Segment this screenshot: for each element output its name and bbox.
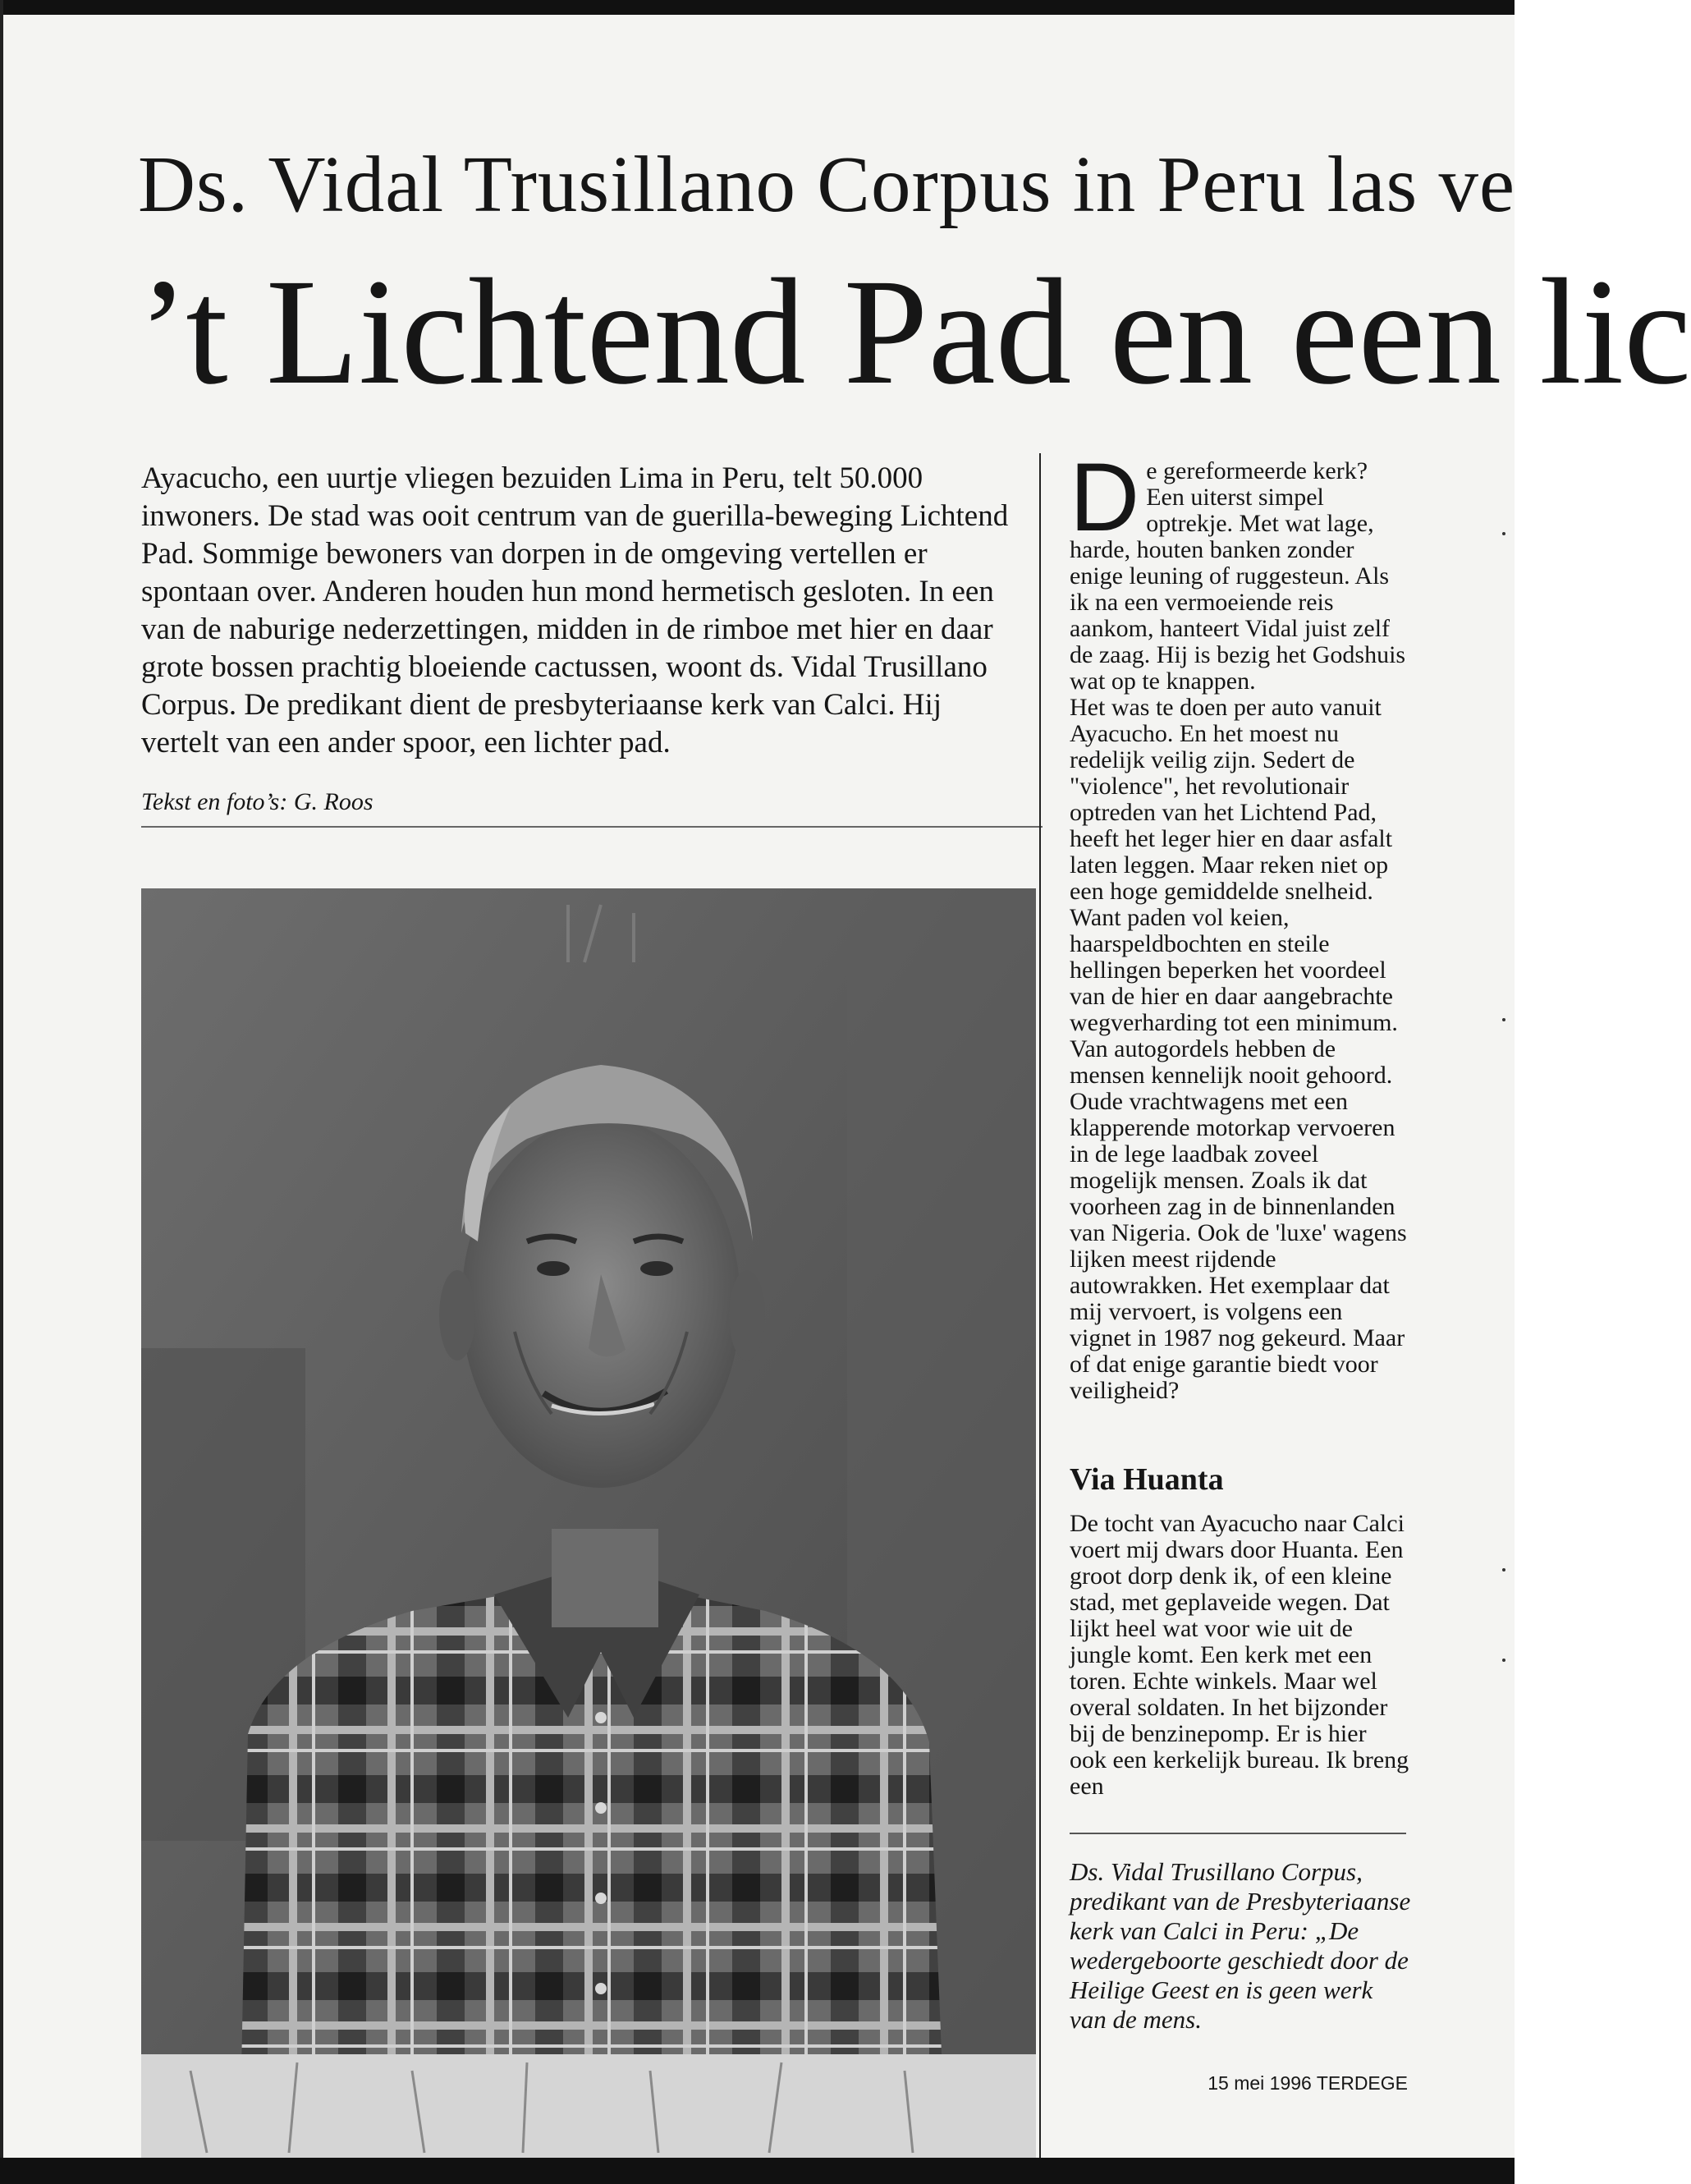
- margin-mark: [1502, 1568, 1505, 1571]
- byline: Tekst en foto’s: G. Roos: [141, 788, 373, 815]
- dropcap: D: [1070, 443, 1140, 552]
- margin-mark: [1502, 532, 1505, 535]
- photo-caption: Ds. Vidal Trusillano Corpus, predikant van de Presbyteriaanse kerk van Calci in Peru: „De wedergeboorte geschiedt door de Heilige Geest en is geen werk van de mens.: [1070, 1857, 1411, 2034]
- paragraph-3: De tocht van Ayacucho naar Calci voert mij dwars door Huanta. Een groot dorp denk ik, of een kleine stad, met geplaveide wegen. Dat lijkt heel wat voor wie uit de jungle komt. Een kerk met een toren. Echte winkels. Maar wel overal soldaten. In het bijzonder bij de benzinepomp. Er is hier ook een kerkelijk bureau. Ik breng een: [1070, 1510, 1409, 1800]
- subhead: Via Huanta: [1070, 1462, 1224, 1497]
- portrait-photo: [141, 888, 1036, 2158]
- left-edge: [0, 0, 3, 2184]
- folio: 15 mei 1996 TERDEGE: [1208, 2072, 1408, 2094]
- caption-rule: [1070, 1833, 1406, 1834]
- margin-mark: [1502, 1018, 1505, 1021]
- bottom-border: [0, 2158, 1515, 2184]
- main-headline: ’t Lichtend Pad en een lic: [138, 248, 1691, 416]
- paragraph-1: e gereformeerde kerk? Een uiterst simpel optrekje. Met wat lage, harde, houten banken zonder enige leuning of ruggesteun. Als ik na een vermoeiende reis aankom, hanteert Vidal juist zelf de zaag. Hij is bezig het Godshuis wat op te knappen.: [1070, 457, 1406, 695]
- kicker-headline: Ds. Vidal Trusillano Corpus in Peru las ve: [138, 140, 1516, 228]
- byline-rule: [141, 826, 1043, 828]
- article-column: [1070, 443, 1409, 1404]
- paragraph-2: Het was te doen per auto vanuit Ayacucho. En het moest nu redelijk veilig zijn. Sedert de "violence", het revolutionair optreden van het Lichtend Pad, heeft het leger hier en daar asfalt laten leggen. Maar reken niet op een hoge gemiddelde snelheid. Want paden vol keien, haarspeldbochten en steile hellingen beperken het voordeel van de hier en daar aangebrachte wegverharding tot een minimum. Van autogordels hebben de mensen kennelijk nooit gehoord. Oude vrachtwagens met een klapperende motorkap vervoeren in de lege laadbak zoveel mogelijk mensen. Zoals ik dat voorheen zag in de binnenlanden van Nigeria. Ook de 'luxe' wagens lijken meest rijdende autowrakken. Het exemplaar dat mij vervoert, is volgens een vignet in 1987 nog gekeurd. Maar of dat enige garantie biedt voor veiligheid?: [1070, 694, 1407, 1404]
- lead-paragraph: Ayacucho, een uurtje vliegen bezuiden Lima in Peru, telt 50.000 inwoners. De stad was ooit centrum van de guerilla-beweging Lichtend Pad. Sommige bewoners van dorpen in de omgeving vertellen er spontaan over. Anderen houden hun mond hermetisch gesloten. In een van de naburige nederzettingen, midden in de rimboe met hier en daar grote bossen prachtig bloeiende cactussen, woont ds. Vidal Trusillano Corpus. De predikant dient de presbyteriaanse kerk van Calci. Hij vertelt van een ander spoor, een lichter pad.: [141, 461, 1009, 759]
- column-divider: [1039, 453, 1041, 2158]
- top-border: [0, 0, 1515, 15]
- margin-mark: [1502, 1659, 1505, 1662]
